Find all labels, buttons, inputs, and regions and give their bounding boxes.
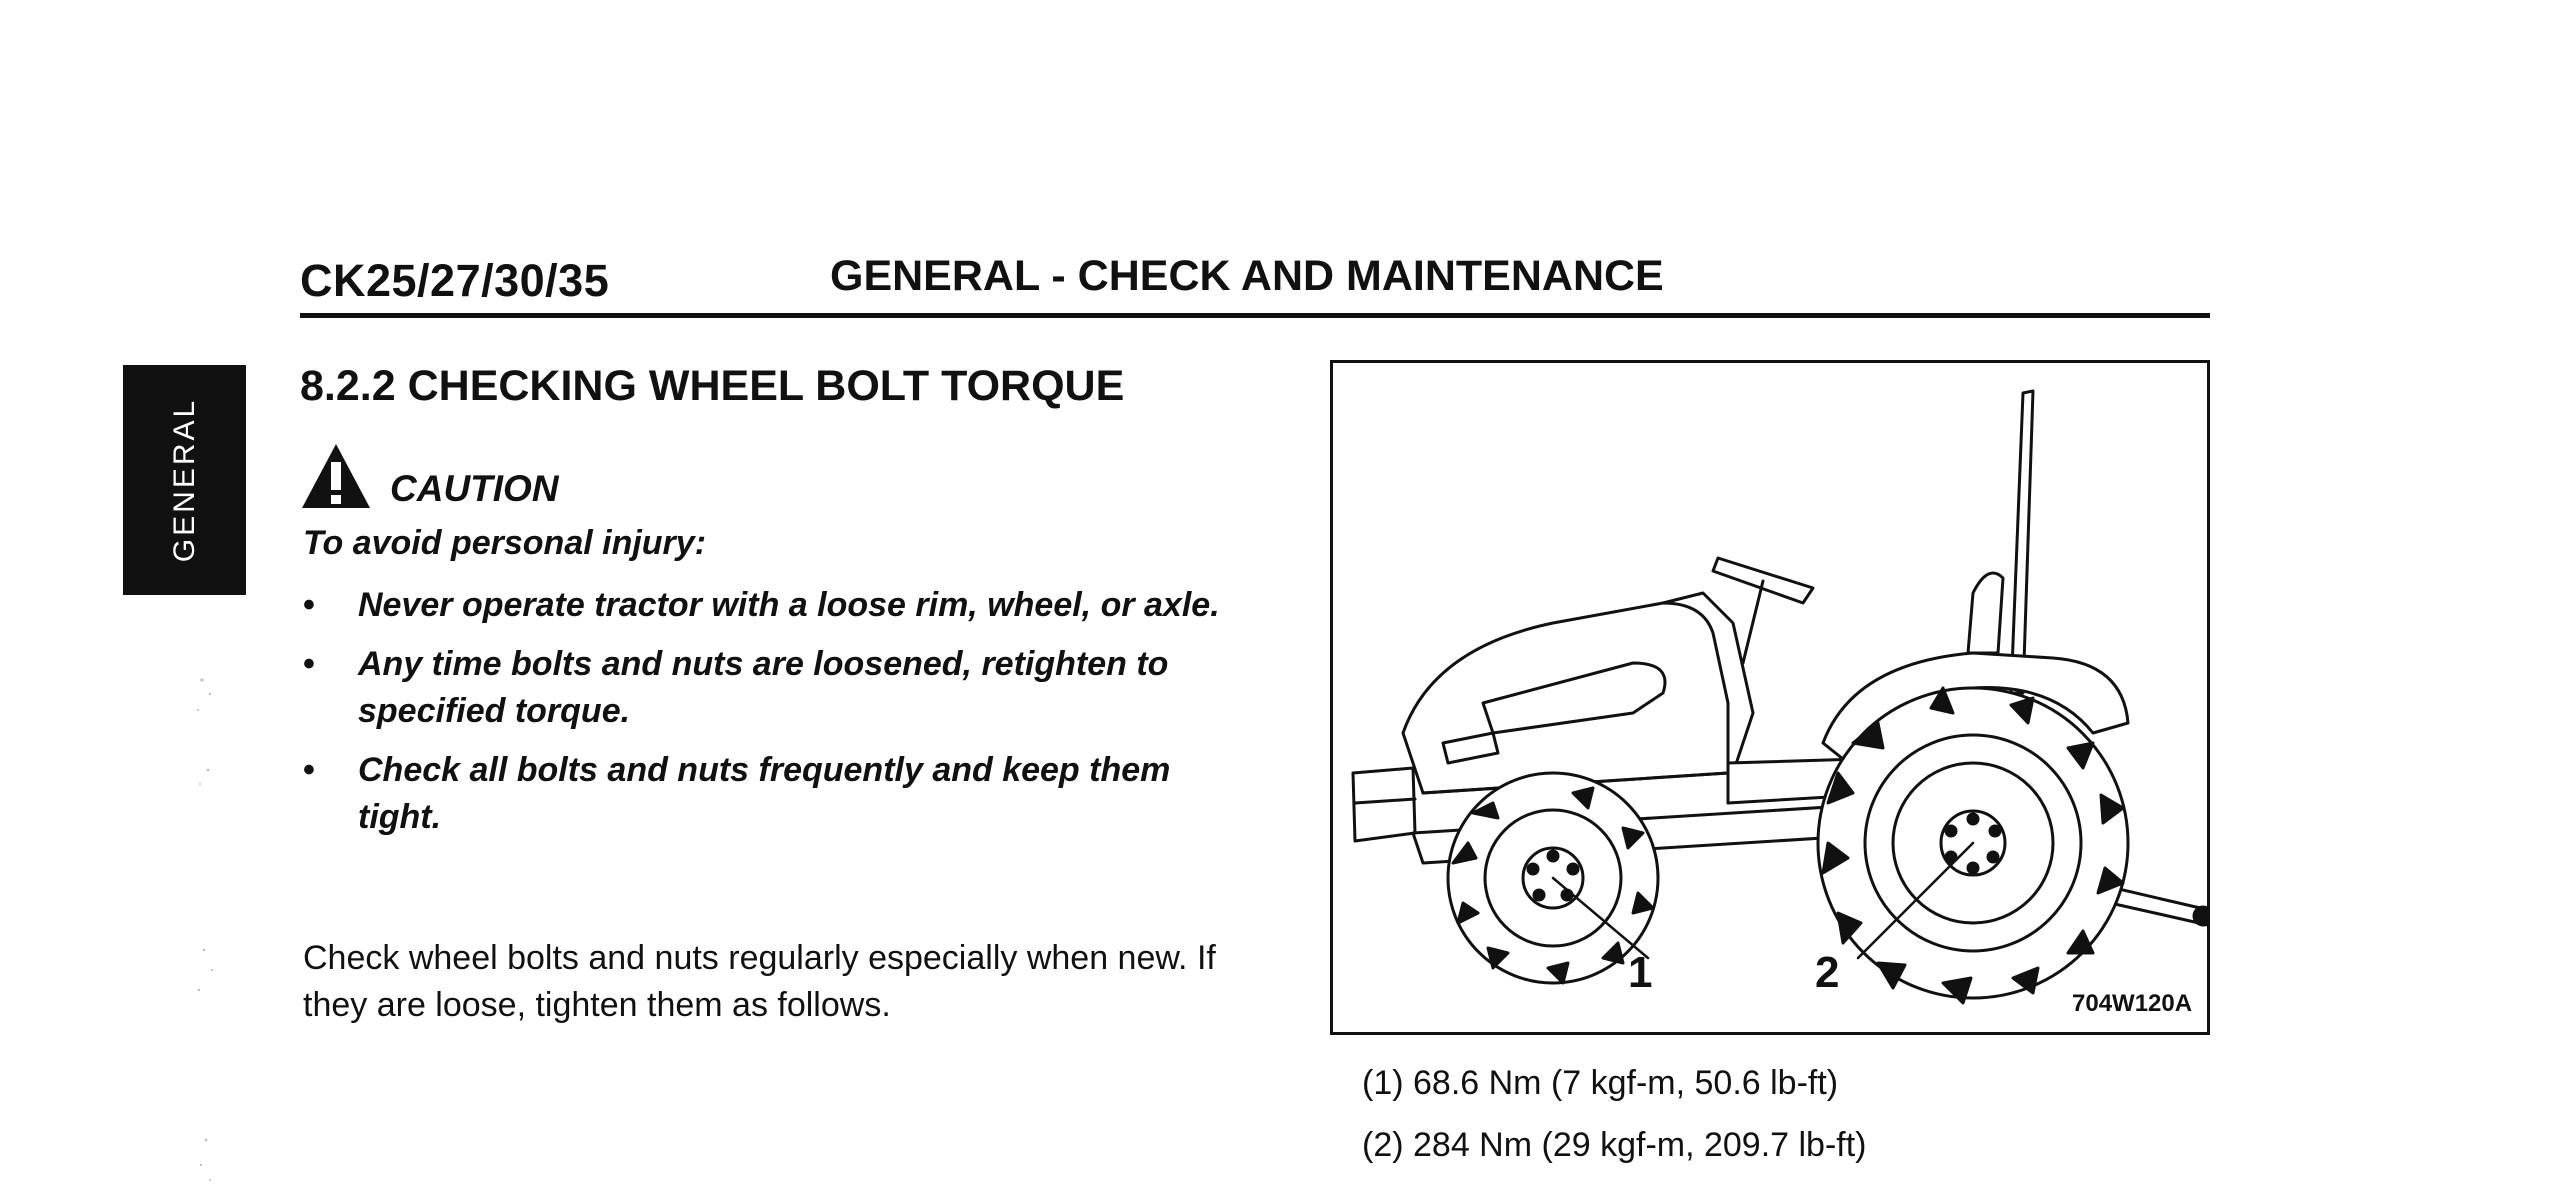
header-model: CK25/27/30/35 <box>300 255 610 306</box>
caution-item: • Check all bolts and nuts frequently and keep them tight. <box>303 747 1233 841</box>
caution-list <box>303 582 1233 853</box>
tractor-illustration <box>1333 363 2207 1032</box>
scan-specks <box>190 660 230 1200</box>
caution-item: • Never operate tractor with a loose rim, wheel, or axle. <box>303 582 1233 629</box>
caution-lead: To avoid personal injury: <box>303 524 707 562</box>
torque-spec-1: (1) 68.6 Nm (7 kgf-m, 50.6 lb-ft) <box>1362 1064 1839 1102</box>
torque-spec-2: (2) 284 Nm (29 kgf-m, 209.7 lb-ft) <box>1362 1126 1867 1164</box>
tractor-figure <box>1330 360 2210 1035</box>
section-title: 8.2.2 CHECKING WHEEL BOLT TORQUE <box>300 362 1125 410</box>
figure-code: 704W120A <box>2072 990 2193 1017</box>
callout-2: 2 <box>1815 948 1840 997</box>
header-title: GENERAL - CHECK AND MAINTENANCE <box>830 252 1664 300</box>
caution-item: • Any time bolts and nuts are loosened, retighten to specified torque. <box>303 641 1233 735</box>
warning-triangle-icon <box>300 442 372 510</box>
caution-label: CAUTION <box>390 468 559 509</box>
side-tab-label: GENERAL <box>167 397 201 563</box>
header-rule <box>300 313 2210 318</box>
body-text: Check wheel bolts and nuts regularly especially when new. If they are loose, tighten them as follows. <box>303 939 1216 1024</box>
side-tab <box>123 365 246 595</box>
callout-1: 1 <box>1628 948 1653 997</box>
